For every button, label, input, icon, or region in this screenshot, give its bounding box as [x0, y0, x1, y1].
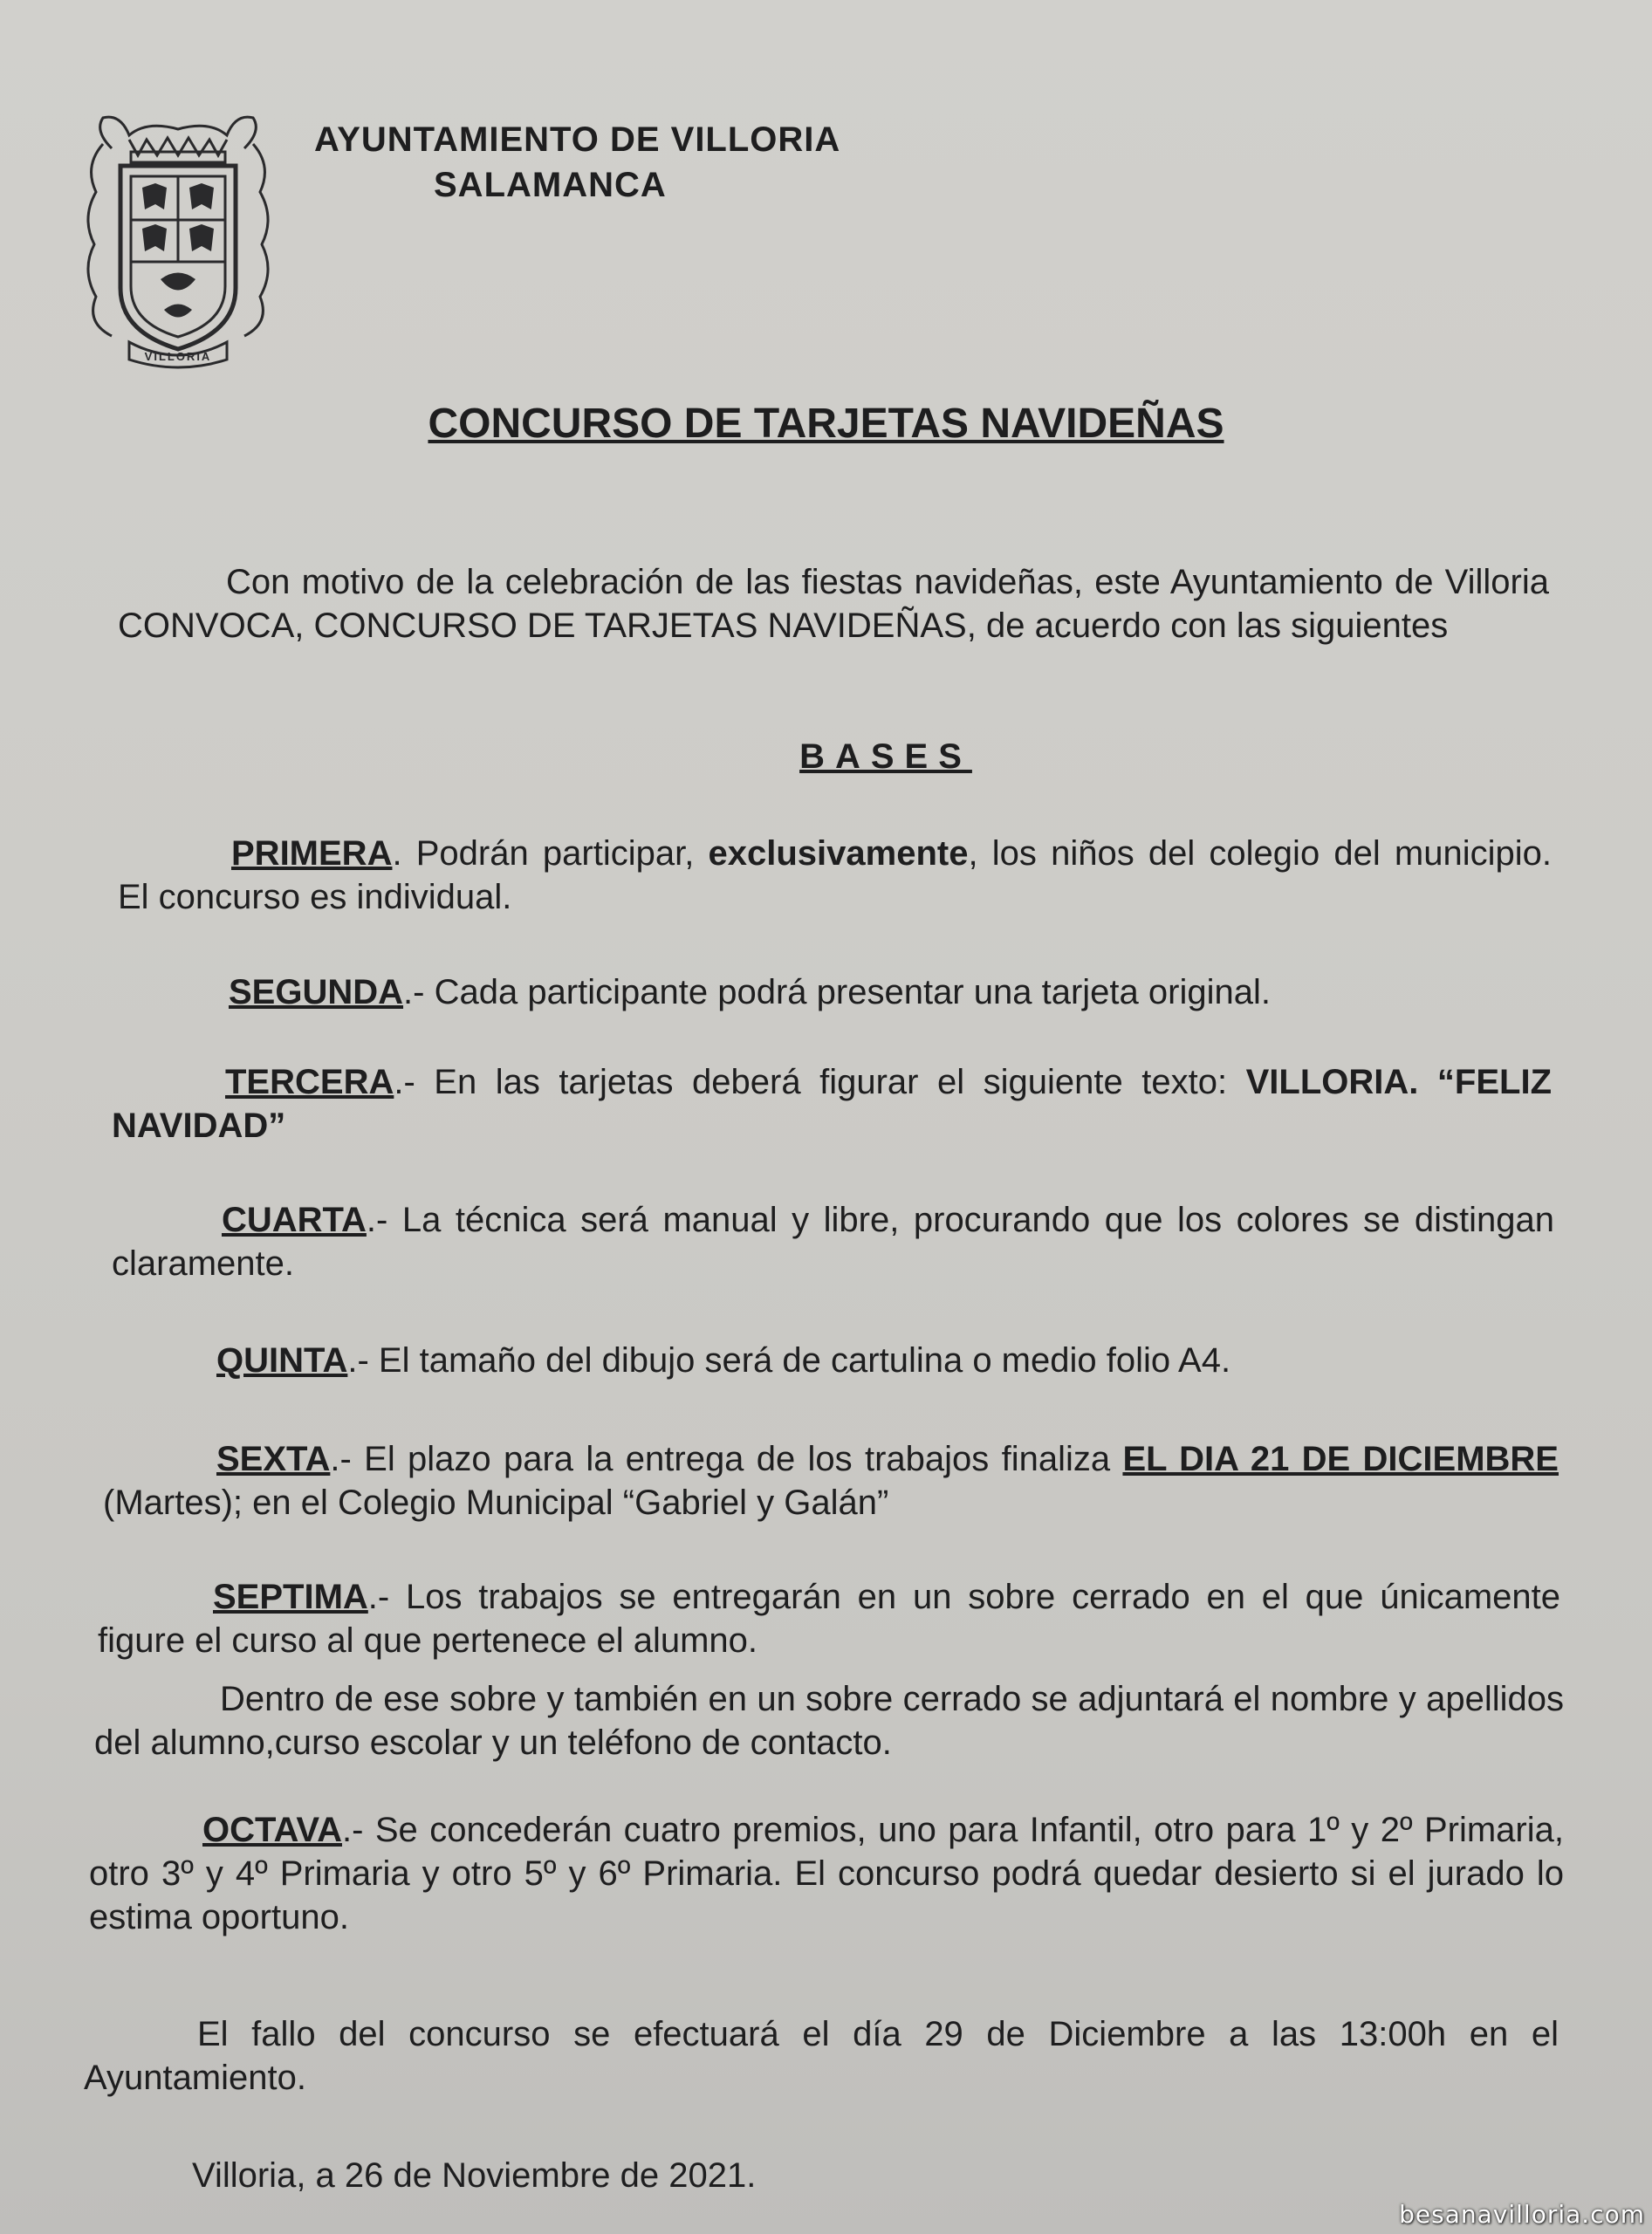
rule-label: QUINTA [216, 1341, 348, 1380]
rule-label: OCTAVA [202, 1811, 342, 1849]
rule-label: PRIMERA [231, 834, 393, 873]
coat-of-arms-icon [77, 113, 279, 375]
watermark: besanavilloria.com [1399, 2200, 1645, 2229]
rule-label: SEGUNDA [229, 973, 404, 1011]
rule-sexta: SEXTA.- El plazo para la entrega de los trabajos finaliza EL DIA 21 DE DICIEMBRE (Martes); en el Colegio Municipal “Gabriel y Galán” [103, 1440, 1559, 1522]
document-title: CONCURSO DE TARJETAS NAVIDEÑAS [428, 401, 1224, 447]
rule-cuarta: CUARTA.- La técnica será manual y libre, procurando que los colores se distingan claramente. [112, 1201, 1554, 1283]
rule-label: SEPTIMA [213, 1578, 368, 1616]
deadline-date: EL DIA 21 DE DICIEMBRE [1122, 1440, 1559, 1478]
rule-primera: PRIMERA. Podrán participar, exclusivamente, los niños del colegio del municipio. El concurso es individual. [118, 834, 1552, 916]
rule-quinta: QUINTA.- El tamaño del dibujo será de cartulina o medio folio A4. [216, 1341, 1231, 1380]
crest-ribbon-text: VILLORIA [144, 350, 212, 363]
province-name: SALAMANCA [434, 166, 667, 204]
rule-segunda: SEGUNDA.- Cada participante podrá presentar una tarjeta original. [229, 973, 1271, 1011]
rule-octava: OCTAVA.- Se concederán cuatro premios, uno para Infantil, otro para 1º y 2º Primaria, otro 3º y 4º Primaria y otro 5º y 6º Primaria. El concurso podrá quedar desierto si el jurado lo estima oportuno. [89, 1811, 1564, 1936]
intro-paragraph: Con motivo de la celebración de las fiestas navideñas, este Ayuntamiento de Villoria CONVOCA, CONCURSO DE TARJETAS NAVIDEÑAS, de acuerdo con las siguientes [118, 563, 1549, 645]
bases-heading: BASES [799, 737, 972, 776]
rule-septima-continuation: Dentro de ese sobre y también en un sobre cerrado se adjuntará el nombre y apellidos del alumno,curso escolar y un teléfono de contacto. [94, 1680, 1564, 1762]
rule-septima: SEPTIMA.- Los trabajos se entregarán en un sobre cerrado en el que únicamente figure el curso al que pertenece el alumno. [98, 1578, 1560, 1660]
verdict-paragraph: El fallo del concurso se efectuará el día 29 de Diciembre a las 13:00h en el Ayuntamiento. [84, 2015, 1559, 2097]
sign-off: Villoria, a 26 de Noviembre de 2021. [192, 2156, 757, 2195]
rule-tercera: TERCERA.- En las tarjetas deberá figurar el siguiente texto: VILLORIA. “FELIZ NAVIDAD” [112, 1063, 1553, 1145]
rule-label: CUARTA [222, 1201, 367, 1239]
rule-label: TERCERA [225, 1063, 394, 1101]
organization-name: AYUNTAMIENTO DE VILLORIA [314, 120, 841, 159]
rule-label: SEXTA [216, 1440, 331, 1478]
